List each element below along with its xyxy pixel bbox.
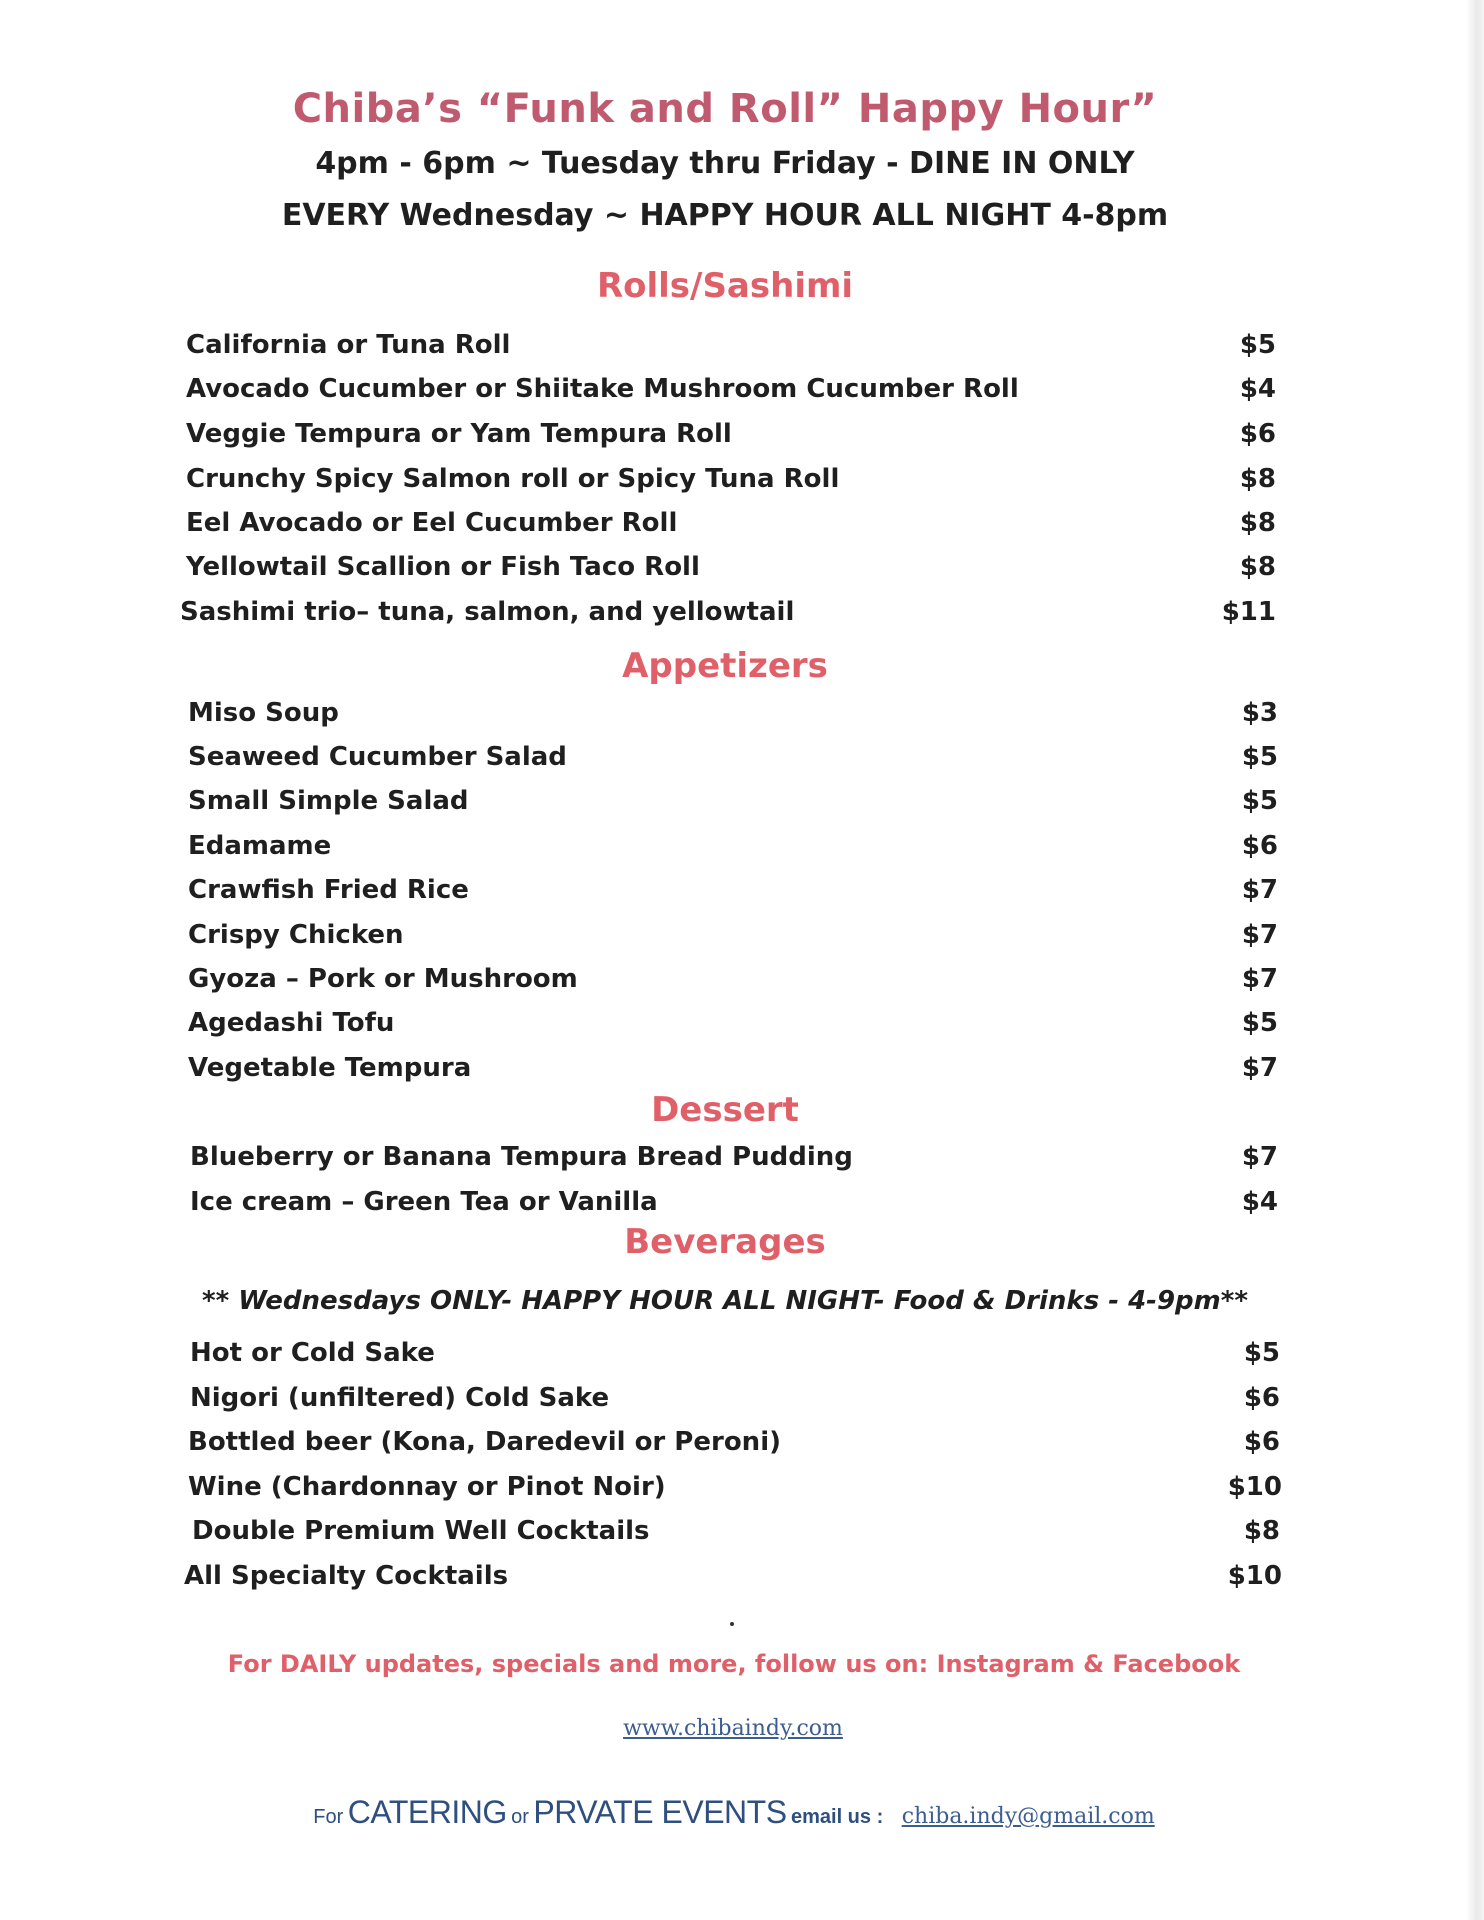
menu-item <box>188 1008 1278 1048</box>
section-title-rolls: Rolls/Sashimi <box>596 266 854 306</box>
item-name: Veggie Tempura or Yam Tempura Roll <box>186 419 732 449</box>
menu-item <box>188 831 1278 871</box>
item-name: Seaweed Cucumber Salad <box>188 742 567 772</box>
item-price: $4 <box>1239 374 1276 404</box>
menu-item <box>190 1142 1278 1182</box>
item-name: Ice cream – Green Tea or Vanilla <box>190 1187 658 1217</box>
item-name: Double Premium Well Cocktails <box>192 1516 650 1546</box>
catering-or: or <box>511 1806 529 1828</box>
item-name: Yellowtail Scallion or Fish Taco Roll <box>186 552 700 582</box>
item-price: $3 <box>1241 698 1278 728</box>
menu-item <box>188 1427 1280 1467</box>
menu-title: Chiba’s “Funk and Roll” Happy Hour” <box>292 86 1158 132</box>
hours-line: 4pm - 6pm ~ Tuesday thru Friday - DINE IN ONLY <box>315 146 1135 181</box>
social-follow-line: For DAILY updates, specials and more, follow us on: Instagram & Facebook <box>227 1650 1241 1678</box>
stray-dot <box>730 1622 734 1626</box>
item-name: Gyoza – Pork or Mushroom <box>188 964 578 994</box>
menu-item <box>188 742 1278 782</box>
wednesday-line: EVERY Wednesday ~ HAPPY HOUR ALL NIGHT 4-8pm <box>281 198 1169 233</box>
item-price: $7 <box>1241 1053 1278 1083</box>
section-title-appetizers: Appetizers <box>622 646 828 686</box>
item-price: $6 <box>1241 831 1278 861</box>
menu-item <box>188 786 1278 826</box>
website-link[interactable]: www.chibaindy.com <box>623 1716 843 1741</box>
wednesday-note: ** Wednesdays ONLY- HAPPY HOUR ALL NIGHT- Food & Drinks - 4-9pm** <box>202 1286 1248 1316</box>
menu-item <box>186 419 1276 459</box>
item-price: $10 <box>1227 1472 1282 1502</box>
item-name: Hot or Cold Sake <box>190 1338 435 1368</box>
item-price: $7 <box>1241 964 1278 994</box>
item-name: Crawfish Fried Rice <box>188 875 469 905</box>
item-price: $8 <box>1239 464 1276 494</box>
item-name: All Specialty Cocktails <box>184 1561 509 1591</box>
email-label: email us : <box>790 1806 884 1828</box>
menu-item <box>186 464 1276 504</box>
menu-item <box>188 920 1278 960</box>
item-price: $5 <box>1241 1008 1278 1038</box>
item-price: $6 <box>1239 419 1276 449</box>
menu-item <box>186 508 1276 548</box>
website-link-row <box>0 1716 1466 1741</box>
page-edge-shadow <box>1466 0 1484 1920</box>
item-price: $5 <box>1241 786 1278 816</box>
section-title-beverages: Beverages <box>624 1222 826 1262</box>
private-events-word: PRVATE EVENTS <box>533 1794 787 1830</box>
item-price: $11 <box>1221 597 1276 627</box>
menu-item <box>184 1561 1282 1601</box>
menu-item <box>186 330 1276 370</box>
item-price: $6 <box>1243 1383 1280 1413</box>
item-price: $7 <box>1241 920 1278 950</box>
menu-item <box>188 964 1278 1004</box>
item-name: Small Simple Salad <box>188 786 469 816</box>
item-price: $7 <box>1241 1142 1278 1172</box>
item-name: Crispy Chicken <box>188 920 404 950</box>
menu-item <box>192 1516 1280 1556</box>
item-name: California or Tuna Roll <box>186 330 511 360</box>
item-price: $5 <box>1243 1338 1280 1368</box>
item-name: Sashimi trio– tuna, salmon, and yellowtail <box>180 597 795 627</box>
catering-word: CATERING <box>347 1794 507 1830</box>
item-name: Blueberry or Banana Tempura Bread Pudding <box>190 1142 853 1172</box>
item-price: $8 <box>1239 552 1276 582</box>
item-name: Avocado Cucumber or Shiitake Mushroom Cucumber Roll <box>186 374 1019 404</box>
item-price: $6 <box>1243 1427 1280 1457</box>
item-name: Vegetable Tempura <box>188 1053 472 1083</box>
menu-item <box>190 1383 1280 1423</box>
menu-item <box>188 875 1278 915</box>
section-title-dessert: Dessert <box>651 1090 799 1130</box>
menu-item <box>186 374 1276 414</box>
item-name: Crunchy Spicy Salmon roll or Spicy Tuna Roll <box>186 464 840 494</box>
item-name: Eel Avocado or Eel Cucumber Roll <box>186 508 678 538</box>
item-name: Miso Soup <box>188 698 339 728</box>
item-name: Edamame <box>188 831 332 861</box>
item-name: Agedashi Tofu <box>188 1008 395 1038</box>
item-price: $4 <box>1241 1187 1278 1217</box>
item-price: $5 <box>1239 330 1276 360</box>
item-price: $10 <box>1227 1561 1282 1591</box>
item-price: $8 <box>1243 1516 1280 1546</box>
menu-item <box>186 552 1276 592</box>
item-name: Wine (Chardonnay or Pinot Noir) <box>188 1472 666 1502</box>
item-price: $8 <box>1239 508 1276 538</box>
item-name: Nigori (unfiltered) Cold Sake <box>190 1383 610 1413</box>
menu-item <box>190 1187 1278 1227</box>
email-link[interactable]: chiba.indy@gmail.com <box>901 1804 1155 1829</box>
item-name: Bottled beer (Kona, Daredevil or Peroni) <box>188 1427 781 1457</box>
catering-line <box>0 1794 1468 1831</box>
menu-item <box>190 1338 1280 1378</box>
menu-item <box>188 1472 1282 1512</box>
menu-item <box>188 698 1278 738</box>
catering-for: For <box>313 1806 344 1828</box>
menu-item <box>188 1053 1278 1093</box>
item-price: $7 <box>1241 875 1278 905</box>
menu-item <box>180 597 1276 637</box>
item-price: $5 <box>1241 742 1278 772</box>
